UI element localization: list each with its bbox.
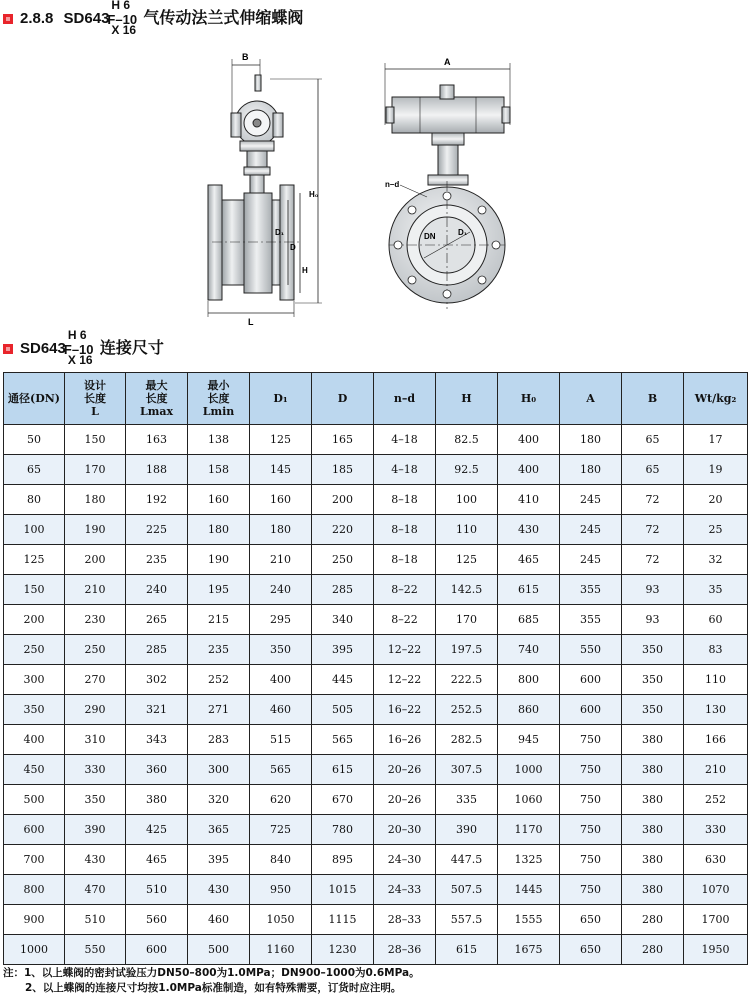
table-cell: 320	[188, 785, 250, 815]
table-cell: 180	[560, 425, 622, 455]
table-cell: 400	[4, 725, 65, 755]
table-cell: 300	[188, 755, 250, 785]
column-header: 最大 长度 Lmax	[126, 373, 188, 425]
table-row	[4, 425, 748, 455]
table-row	[4, 755, 748, 785]
table-cell: 800	[498, 665, 560, 695]
column-header: 最小 长度 Lmin	[188, 373, 250, 425]
table-cell: 16–26	[374, 725, 436, 755]
table-cell: 190	[65, 515, 126, 545]
table-cell: 110	[684, 665, 748, 695]
table-cell: 252	[188, 665, 250, 695]
column-header: 通径(DN)	[4, 373, 65, 425]
table-cell: 557.5	[436, 905, 498, 935]
table-row	[4, 635, 748, 665]
column-header: Wt/kg₂	[684, 373, 748, 425]
table-cell: 447.5	[436, 845, 498, 875]
section-title-2	[0, 328, 750, 368]
table-cell: 180	[560, 455, 622, 485]
table-cell: 190	[188, 545, 250, 575]
table-cell: 245	[560, 545, 622, 575]
table-cell: 945	[498, 725, 560, 755]
table-cell: 630	[684, 845, 748, 875]
front-view	[385, 63, 510, 309]
dimensions-table	[3, 372, 748, 965]
table-cell: 195	[188, 575, 250, 605]
table-cell: 1160	[250, 935, 312, 965]
table-cell: 350	[65, 785, 126, 815]
table-cell: 170	[436, 605, 498, 635]
table-cell: 93	[622, 605, 684, 635]
table-cell: 285	[312, 575, 374, 605]
table-cell: 395	[188, 845, 250, 875]
table-cell: 310	[65, 725, 126, 755]
table-cell: 750	[560, 755, 622, 785]
table-cell: 350	[250, 635, 312, 665]
table-cell: 895	[312, 845, 374, 875]
table-cell: 380	[622, 875, 684, 905]
table-cell: 252	[684, 785, 748, 815]
table-cell: 280	[622, 905, 684, 935]
table-cell: 180	[65, 485, 126, 515]
table-cell: 750	[560, 875, 622, 905]
dim-label-dn: DN	[424, 232, 436, 241]
table-cell: 380	[622, 845, 684, 875]
table-cell: 355	[560, 575, 622, 605]
table-cell: 321	[126, 695, 188, 725]
table-cell: 285	[126, 635, 188, 665]
table-cell: 650	[560, 905, 622, 935]
table-row	[4, 665, 748, 695]
table-cell: 8–22	[374, 605, 436, 635]
table-row	[4, 545, 748, 575]
table-cell: 1950	[684, 935, 748, 965]
table-cell: 302	[126, 665, 188, 695]
table-cell: 670	[312, 785, 374, 815]
section-number: 2.8.8	[20, 9, 54, 27]
table-cell: 8–22	[374, 575, 436, 605]
table-header-row	[4, 373, 748, 425]
table-cell: 380	[622, 755, 684, 785]
table-cell: 166	[684, 725, 748, 755]
table-cell: 60	[684, 605, 748, 635]
table-cell: 355	[560, 605, 622, 635]
table-cell: 550	[65, 935, 126, 965]
table-cell: 220	[312, 515, 374, 545]
column-header: A	[560, 373, 622, 425]
dim-label-h0: H₀	[309, 190, 319, 199]
table-cell: 750	[560, 785, 622, 815]
model-code: SD643 H 6 F–10 X 16	[63, 0, 138, 37]
table-cell: 380	[622, 815, 684, 845]
table-cell: 800	[4, 875, 65, 905]
table-cell: 335	[436, 785, 498, 815]
table-row	[4, 815, 748, 845]
table-cell: 83	[684, 635, 748, 665]
table-cell: 245	[560, 515, 622, 545]
dim-label-nd: n–d	[385, 180, 400, 189]
table-cell: 271	[188, 695, 250, 725]
table-cell: 650	[560, 935, 622, 965]
table-cell: 390	[436, 815, 498, 845]
table-cell: 510	[126, 875, 188, 905]
column-header: H	[436, 373, 498, 425]
table-cell: 24–30	[374, 845, 436, 875]
table-cell: 1325	[498, 845, 560, 875]
bullet-icon	[3, 344, 13, 354]
table-cell: 65	[622, 455, 684, 485]
table-cell: 72	[622, 515, 684, 545]
table-cell: 283	[188, 725, 250, 755]
table-cell: 1230	[312, 935, 374, 965]
table-cell: 200	[65, 545, 126, 575]
table-cell: 750	[560, 845, 622, 875]
table-cell: 507.5	[436, 875, 498, 905]
table-cell: 295	[250, 605, 312, 635]
table-cell: 515	[250, 725, 312, 755]
table-cell: 1170	[498, 815, 560, 845]
table-cell: 72	[622, 545, 684, 575]
table-cell: 510	[65, 905, 126, 935]
table-row	[4, 725, 748, 755]
table-cell: 430	[498, 515, 560, 545]
table-cell: 600	[4, 815, 65, 845]
table-cell: 600	[560, 665, 622, 695]
table-cell: 350	[622, 635, 684, 665]
table-cell: 350	[622, 695, 684, 725]
table-cell: 1700	[684, 905, 748, 935]
table-cell: 28–36	[374, 935, 436, 965]
dim-label-d1: D₁	[275, 228, 285, 237]
table-cell: 222.5	[436, 665, 498, 695]
table-cell: 165	[312, 425, 374, 455]
table-cell: 65	[4, 455, 65, 485]
table-cell: 125	[250, 425, 312, 455]
table-cell: 160	[250, 485, 312, 515]
table-cell: 210	[250, 545, 312, 575]
table-cell: 17	[684, 425, 748, 455]
table-cell: 500	[4, 785, 65, 815]
table-cell: 600	[126, 935, 188, 965]
dim-label-h: H	[302, 266, 308, 275]
table-cell: 380	[622, 785, 684, 815]
column-header: D	[312, 373, 374, 425]
table-cell: 19	[684, 455, 748, 485]
table-cell: 200	[312, 485, 374, 515]
table-row	[4, 875, 748, 905]
table-cell: 4–18	[374, 425, 436, 455]
table-cell: 142.5	[436, 575, 498, 605]
table-cell: 1445	[498, 875, 560, 905]
table-cell: 465	[126, 845, 188, 875]
table-cell: 125	[4, 545, 65, 575]
table-cell: 1015	[312, 875, 374, 905]
table-cell: 8–18	[374, 515, 436, 545]
table-cell: 100	[436, 485, 498, 515]
table-cell: 600	[560, 695, 622, 725]
table-cell: 560	[126, 905, 188, 935]
table-row	[4, 485, 748, 515]
table-cell: 240	[250, 575, 312, 605]
table-cell: 900	[4, 905, 65, 935]
table-cell: 230	[65, 605, 126, 635]
table-cell: 465	[498, 545, 560, 575]
table-cell: 100	[4, 515, 65, 545]
table-cell: 158	[188, 455, 250, 485]
table-cell: 300	[4, 665, 65, 695]
table-cell: 380	[622, 725, 684, 755]
table-cell: 400	[498, 455, 560, 485]
table-row	[4, 935, 748, 965]
table-cell: 1555	[498, 905, 560, 935]
table-cell: 8–18	[374, 545, 436, 575]
table-cell: 395	[312, 635, 374, 665]
table-cell: 620	[250, 785, 312, 815]
table-cell: 185	[312, 455, 374, 485]
dim-label-d: D	[290, 243, 296, 252]
dim-label-b: B	[242, 52, 249, 62]
table-cell: 50	[4, 425, 65, 455]
table-cell: 145	[250, 455, 312, 485]
table-cell: 282.5	[436, 725, 498, 755]
column-header: H₀	[498, 373, 560, 425]
table-row	[4, 575, 748, 605]
table-row	[4, 695, 748, 725]
table-cell: 20–26	[374, 755, 436, 785]
footnote-2: 2、以上蝶阀的连接尺寸均按1.0MPa标准制造，如有特殊需要，订货时应注明。	[25, 982, 402, 994]
table-cell: 250	[312, 545, 374, 575]
section-title-1	[0, 2, 750, 38]
table-cell: 500	[188, 935, 250, 965]
table-cell: 72	[622, 485, 684, 515]
table-cell: 93	[622, 575, 684, 605]
table-cell: 505	[312, 695, 374, 725]
table-cell: 750	[560, 815, 622, 845]
table-cell: 8–18	[374, 485, 436, 515]
table-cell: 200	[4, 605, 65, 635]
footnotes	[3, 966, 420, 996]
table-cell: 150	[4, 575, 65, 605]
table-cell: 163	[126, 425, 188, 455]
table-cell: 340	[312, 605, 374, 635]
table-cell: 780	[312, 815, 374, 845]
table-row	[4, 785, 748, 815]
table-cell: 1000	[4, 935, 65, 965]
table-cell: 950	[250, 875, 312, 905]
column-header: B	[622, 373, 684, 425]
table-cell: 210	[684, 755, 748, 785]
table-cell: 307.5	[436, 755, 498, 785]
table-cell: 615	[498, 575, 560, 605]
table-cell: 250	[4, 635, 65, 665]
table-cell: 12–22	[374, 635, 436, 665]
table-cell: 460	[250, 695, 312, 725]
table-cell: 740	[498, 635, 560, 665]
table-cell: 180	[188, 515, 250, 545]
table-cell: 1070	[684, 875, 748, 905]
table-cell: 565	[250, 755, 312, 785]
column-header: 设计 长度 L	[65, 373, 126, 425]
table-cell: 390	[65, 815, 126, 845]
table-cell: 860	[498, 695, 560, 725]
table-cell: 192	[126, 485, 188, 515]
table-cell: 110	[436, 515, 498, 545]
table-row	[4, 455, 748, 485]
table-cell: 350	[622, 665, 684, 695]
table-cell: 210	[65, 575, 126, 605]
table-cell: 4–18	[374, 455, 436, 485]
table-row	[4, 845, 748, 875]
model-code: SD643 H 6 F–10 X 16	[20, 328, 94, 367]
table-cell: 252.5	[436, 695, 498, 725]
table-cell: 1000	[498, 755, 560, 785]
table-cell: 80	[4, 485, 65, 515]
side-view	[208, 59, 322, 317]
table-cell: 550	[560, 635, 622, 665]
table-cell: 565	[312, 725, 374, 755]
table-cell: 215	[188, 605, 250, 635]
table-cell: 400	[498, 425, 560, 455]
section-name: 气传动法兰式伸缩蝶阀	[143, 7, 304, 27]
table-cell: 240	[126, 575, 188, 605]
dim-label-l: L	[248, 317, 254, 325]
table-cell: 700	[4, 845, 65, 875]
table-cell: 24–33	[374, 875, 436, 905]
table-cell: 235	[126, 545, 188, 575]
table-cell: 35	[684, 575, 748, 605]
table-cell: 425	[126, 815, 188, 845]
table-cell: 330	[65, 755, 126, 785]
bullet-icon	[3, 14, 13, 24]
table-cell: 445	[312, 665, 374, 695]
table-cell: 450	[4, 755, 65, 785]
column-header: n–d	[374, 373, 436, 425]
table-cell: 235	[188, 635, 250, 665]
table-cell: 330	[684, 815, 748, 845]
table-cell: 65	[622, 425, 684, 455]
table-cell: 1675	[498, 935, 560, 965]
table-cell: 92.5	[436, 455, 498, 485]
table-body	[4, 425, 748, 965]
table-cell: 365	[188, 815, 250, 845]
table-cell: 615	[436, 935, 498, 965]
table-cell: 615	[312, 755, 374, 785]
table-cell: 12–22	[374, 665, 436, 695]
footnote-1: 注：1、以上蝶阀的密封试验压力DN50–800为1.0MPa；DN900–1000为0.6MPa。	[3, 967, 420, 979]
table-cell: 180	[250, 515, 312, 545]
table-cell: 290	[65, 695, 126, 725]
table-cell: 1115	[312, 905, 374, 935]
table-cell: 170	[65, 455, 126, 485]
table-cell: 188	[126, 455, 188, 485]
table-cell: 1050	[250, 905, 312, 935]
table-cell: 685	[498, 605, 560, 635]
table-cell: 138	[188, 425, 250, 455]
table-cell: 750	[560, 725, 622, 755]
table-cell: 125	[436, 545, 498, 575]
table-row	[4, 605, 748, 635]
table-cell: 82.5	[436, 425, 498, 455]
table-cell: 225	[126, 515, 188, 545]
table-cell: 150	[65, 425, 126, 455]
table-cell: 28–33	[374, 905, 436, 935]
table-cell: 16–22	[374, 695, 436, 725]
table-cell: 250	[65, 635, 126, 665]
table-cell: 160	[188, 485, 250, 515]
table-cell: 265	[126, 605, 188, 635]
table-cell: 350	[4, 695, 65, 725]
table-cell: 270	[65, 665, 126, 695]
table-cell: 280	[622, 935, 684, 965]
table-cell: 410	[498, 485, 560, 515]
table-cell: 130	[684, 695, 748, 725]
table-cell: 460	[188, 905, 250, 935]
table-cell: 20–26	[374, 785, 436, 815]
table-cell: 400	[250, 665, 312, 695]
dim-label-a: A	[444, 57, 451, 67]
table-cell: 840	[250, 845, 312, 875]
valve-drawings	[0, 45, 750, 325]
section-name: 连接尺寸	[99, 337, 164, 357]
table-row	[4, 905, 748, 935]
table-cell: 245	[560, 485, 622, 515]
table-cell: 725	[250, 815, 312, 845]
table-cell: 197.5	[436, 635, 498, 665]
table-cell: 470	[65, 875, 126, 905]
table-cell: 380	[126, 785, 188, 815]
table-cell: 25	[684, 515, 748, 545]
column-header: D₁	[250, 373, 312, 425]
table-cell: 430	[188, 875, 250, 905]
table-cell: 343	[126, 725, 188, 755]
dim-label-d1-front: D₁	[458, 228, 468, 237]
table-cell: 360	[126, 755, 188, 785]
table-cell: 1060	[498, 785, 560, 815]
table-row	[4, 515, 748, 545]
table-cell: 20–30	[374, 815, 436, 845]
table-cell: 20	[684, 485, 748, 515]
table-cell: 32	[684, 545, 748, 575]
table-cell: 430	[65, 845, 126, 875]
